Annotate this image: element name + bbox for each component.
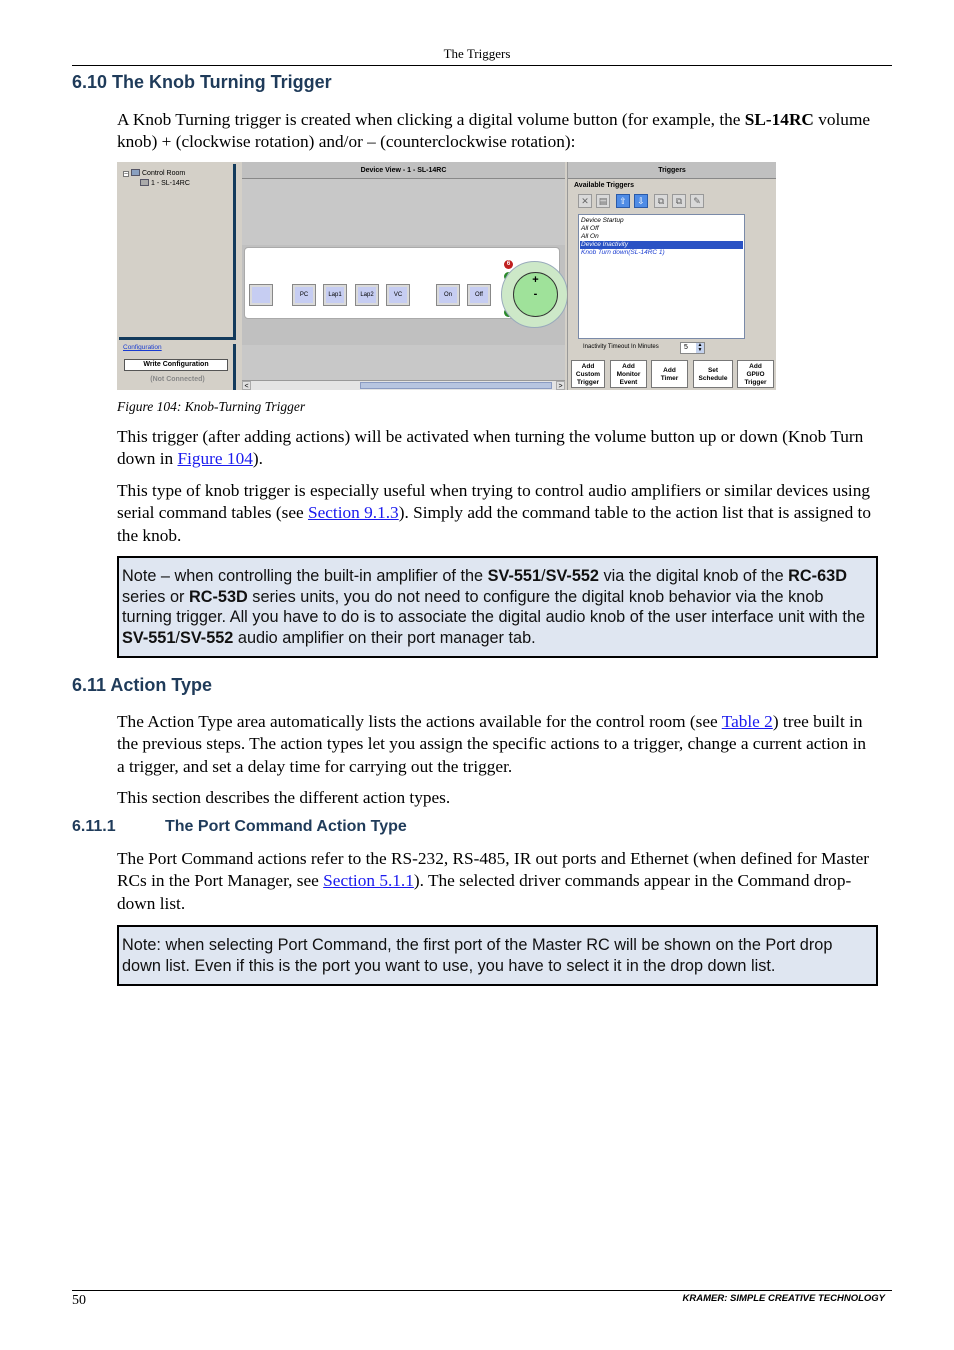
button-line: Set [707,367,719,374]
device-view-title: Device View - 1 - SL-14RC [242,162,565,179]
button-line: GPI/O [746,371,765,378]
triggers-title: Triggers [568,162,776,179]
copy-icon[interactable]: ⧉ [654,194,668,208]
button-line: Add [749,363,762,370]
section-title: The Port Command Action Type [165,818,407,835]
text: ). The selected driver commands appear in the Command drop-down list. [117,871,852,913]
button-line: Add [581,363,595,370]
scroll-thumb[interactable] [360,382,552,389]
connection-status: (Not Connected) [150,376,205,383]
knob-trigger-screenshot [117,162,776,390]
model-name: SV-552 [179,628,234,647]
panel-button-on[interactable]: On [437,285,459,305]
volume-knob[interactable] [513,272,558,317]
tree-item-control-room[interactable] [123,169,185,177]
set-schedule-button[interactable] [693,360,733,388]
text: volume knob) + (clockwise rotation) and/or – (counterclockwise rotation): [117,110,871,152]
panel-button-pc[interactable]: PC [293,285,315,305]
text: via the digital knob of the [599,567,789,585]
device-view-scrollbar[interactable] [242,380,565,390]
rename-icon[interactable]: ✎ [690,194,704,208]
text: The Port Command actions refer to the RS-232, RS-485, IR out ports and Ethernet (when defined for Master RCs in the Port Manager, see [117,849,870,891]
add-timer-button[interactable] [651,360,688,388]
figure-caption: Figure 104: Knob-Turning Trigger [117,399,306,414]
text: A Knob Turning trigger is created when clicking a digital volume button (for example, the [117,110,745,129]
paragraph-activation [117,426,877,471]
paragraph-usage [117,480,877,547]
text: series units, you do not need to configure the digital knob behavior via the knob turning trigger. All you have to do is to associate the digital audio knob of the user interface unit with the [122,587,866,626]
knob-plus-button[interactable]: + [532,274,539,286]
button-line: Timer [660,375,679,382]
tree-item-device[interactable] [140,179,190,187]
text: The Action Type area automatically lists the actions available for the control room (see [117,712,722,731]
trigger-list-item[interactable]: All Off [581,225,599,232]
tree-item-label: 1 - SL-14RC [151,180,190,187]
text: ) tree built in the previous steps. The action types let you assign the specific actions to a trigger, change a current action in a trigger, and set a delay time for carrying out the trigger. [117,712,867,776]
panel-button-vc[interactable]: VC [387,285,409,305]
running-header: The Triggers [443,46,511,61]
paragraph-action-type [117,711,877,778]
button-line: Custom [575,371,601,378]
footer-brand: KRAMER: SIMPLE CREATIVE TECHNOLOGY [682,1293,885,1304]
scroll-left-arrow[interactable]: < [242,381,251,390]
properties-icon[interactable]: ▤ [596,194,610,208]
move-down-icon[interactable]: ⇩ [634,194,648,208]
button-line: Add [622,363,635,370]
collapse-icon[interactable]: – [124,171,128,177]
text: ). [252,449,263,469]
triggers-pane [567,162,776,390]
note-box-amplifier [117,556,878,658]
timeout-value: 5 [684,344,688,351]
available-triggers-label: Available Triggers [574,182,635,189]
paragraph-describes: This section describes the different action types. [117,788,451,807]
add-custom-trigger-button[interactable] [571,360,605,388]
device-icon [140,179,149,186]
paragraph-port-command [117,848,877,915]
text: This type of knob trigger is especially useful when trying to control audio amplifiers or similar devices using serial command tables (see [117,481,871,523]
page-number: 50 [72,1293,86,1308]
level-led-6: 6 [504,260,513,269]
model-name: RC-63D [788,567,847,585]
write-configuration-button[interactable]: Write Configuration [124,359,228,371]
trigger-list-item-selected[interactable]: Device Inactivity [580,241,743,249]
configuration-panel [119,344,236,390]
text: ). Simply add the command table to the action list that is assigned to the knob. [117,503,871,545]
trigger-list-item[interactable]: All On [581,233,599,240]
section-heading-6-11-1 [72,818,407,836]
text: Note – when controlling the built-in amplifier of the [122,567,488,585]
model-name: SV-551 [122,628,176,647]
text: / [175,628,180,647]
move-up-icon[interactable]: ⇧ [616,194,630,208]
model-name: SV-552 [545,567,599,585]
inactivity-timeout-spinner[interactable] [680,342,705,354]
text: series or [122,587,189,606]
paste-icon[interactable]: ⧉ [672,194,686,208]
button-line: Monitor [616,371,641,378]
scroll-right-arrow[interactable]: > [556,381,565,390]
section-9-1-3-link[interactable]: Section 9.1.3 [307,503,399,523]
trigger-list-item[interactable]: Device Startup [581,217,624,224]
button-line: Trigger [576,379,600,386]
panel-button-lap1[interactable]: Lap1 [324,285,346,305]
add-monitor-event-button[interactable] [610,360,647,388]
button-line: Event [619,379,638,386]
model-name: SV-551 [487,567,542,585]
delete-trigger-icon[interactable]: ✕ [578,194,592,208]
panel-button-off[interactable]: Off [468,285,490,305]
room-icon [131,169,140,176]
figure-104-link[interactable]: Figure 104 [177,449,253,469]
trigger-list-item[interactable]: Knob Turn down(SL-14RC 1) [581,249,665,256]
button-line: Trigger [744,379,767,386]
tree-item-label: Control Room [142,170,186,177]
room-tree [119,164,236,340]
section-number: 6.11.1 [72,818,116,835]
text: / [541,567,546,585]
spinner-arrows-icon[interactable]: ▲ ▼ [697,342,703,353]
header-rule [72,65,892,66]
panel-button-lap2[interactable]: Lap2 [356,285,378,305]
knob-minus-button[interactable]: - [533,288,538,300]
model-name: SL-14RC [744,110,814,129]
panel-button-blank[interactable] [250,285,272,305]
button-line: Schedule [698,375,728,382]
add-gpio-trigger-button[interactable] [737,360,774,388]
footer-rule [72,1290,892,1291]
text: This trigger (after adding actions) will be activated when turning the volume button up or down (Knob Turn down in [117,427,864,469]
paragraph-intro [117,109,877,154]
section-heading-6-10: 6.10 The Knob Turning Trigger [72,72,332,92]
model-name: RC-53D [188,587,248,606]
text: audio amplifier on their port manager tab. [233,628,536,647]
inactivity-timeout-label: Inactivity Timeout In Minutes [583,344,659,350]
button-line: Add [663,367,676,374]
note-box-port-command: Note: when selecting Port Command, the first port of the Master RC will be shown on the Port drop down list. Even if this is the port you want to use, you have to select it in the drop down list. [117,925,878,986]
room-tree-panel [117,162,240,390]
configuration-label: Configuration [123,344,162,351]
section-5-1-1-link[interactable]: Section 5.1.1 [323,871,414,891]
table-2-link[interactable]: Table 2 [721,712,773,731]
triggers-list[interactable] [578,214,745,339]
section-heading-6-11: 6.11 Action Type [72,675,213,695]
